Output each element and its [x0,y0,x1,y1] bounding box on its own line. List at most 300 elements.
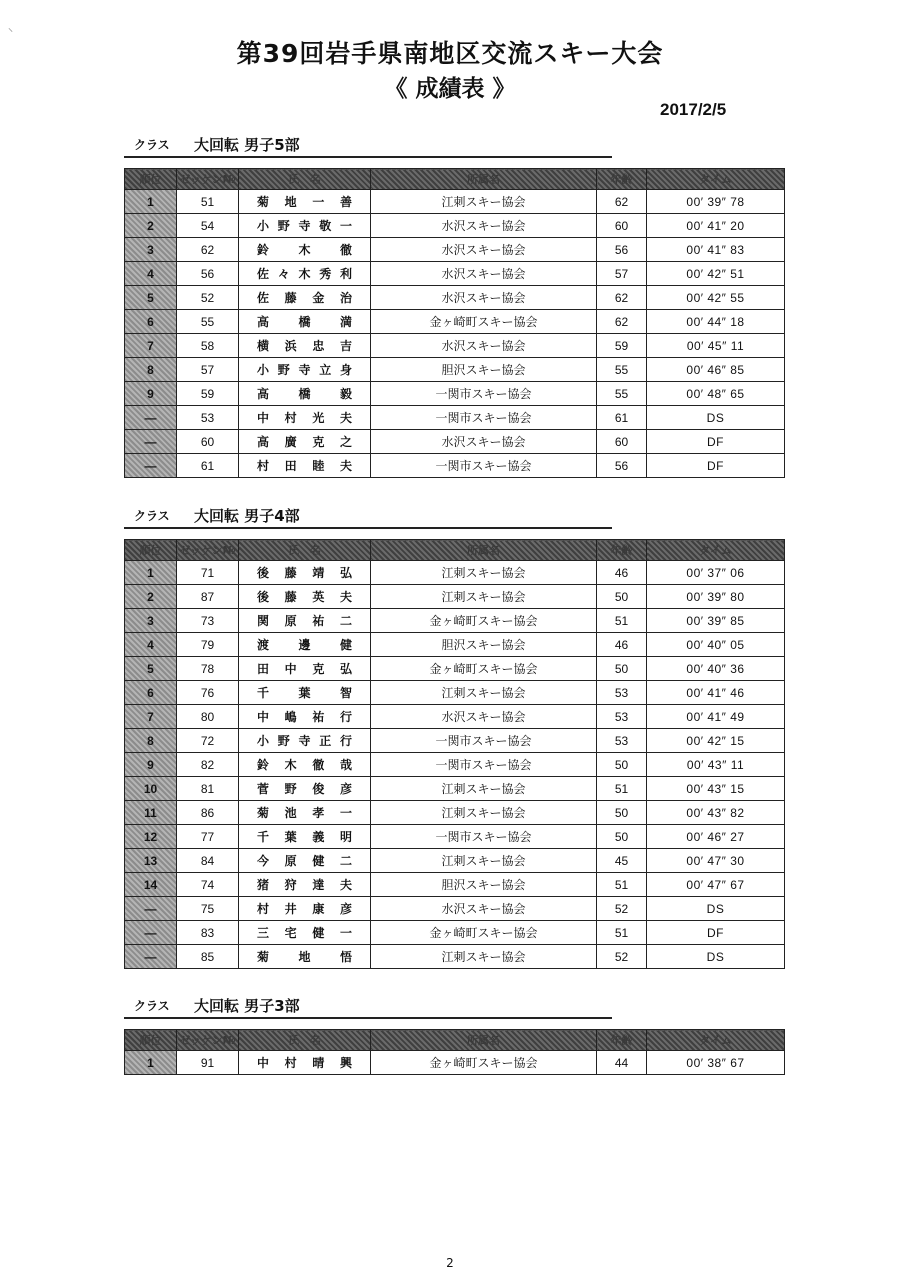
bib-cell: 60 [177,430,239,454]
bib-cell: 76 [177,681,239,705]
club-cell: 江刺スキー協会 [371,681,597,705]
bib-cell: 57 [177,358,239,382]
club-cell: 胆沢スキー協会 [371,358,597,382]
name-char: 忠 [312,339,325,353]
name-char: 葉 [298,686,311,700]
age-cell: 45 [597,849,647,873]
event-date: 2017/2/5 [660,100,727,119]
column-header: ゼッケン№ [177,1030,239,1051]
table-row [125,705,785,729]
name-char: 村 [257,902,270,916]
name-char: 田 [257,662,270,676]
rank-cell: 13 [125,849,177,873]
column-header: 順位 [125,169,177,190]
name-char: 菊 [257,806,270,820]
name-char: 健 [339,638,352,652]
time-cell: DF [647,430,785,454]
bib-cell: 56 [177,262,239,286]
class-name: 大回転 男子5部 [194,136,300,154]
name-char: 中 [257,1056,270,1070]
bib-cell: 81 [177,777,239,801]
name-cell [239,801,371,825]
age-cell: 61 [597,406,647,430]
bib-cell: 54 [177,214,239,238]
class-heading [124,505,612,529]
name-char: 葉 [284,830,297,844]
time-cell: 00′ 39″ 85 [647,609,785,633]
age-cell: 52 [597,897,647,921]
name-char: 康 [312,902,325,916]
name-char: 達 [312,878,325,892]
time-cell: 00′ 43″ 11 [647,753,785,777]
name-char: 地 [284,195,297,209]
name-char: 木 [298,243,311,257]
page-number: 2 [446,1256,454,1270]
time-cell: 00′ 40″ 36 [647,657,785,681]
name-cell [239,238,371,262]
club-cell: 江刺スキー協会 [371,801,597,825]
name-char: 狩 [284,878,297,892]
name-char: 高 [257,315,270,329]
name-cell [239,382,371,406]
rank-cell: 5 [125,657,177,681]
name-char: 高 [257,387,270,401]
table-row [125,873,785,897]
club-cell: 江刺スキー協会 [371,777,597,801]
name-char: 夫 [339,459,352,473]
name-char: 橋 [298,387,311,401]
time-cell: 00′ 47″ 30 [647,849,785,873]
name-cell [239,873,371,897]
name-char: 治 [339,291,352,305]
rank-cell: — [125,454,177,478]
club-cell: 金ヶ崎町スキー協会 [371,657,597,681]
name-char: 原 [284,614,297,628]
name-char: 哉 [339,758,352,772]
rank-cell: 8 [125,729,177,753]
column-header: 氏 名 [239,1030,371,1051]
class-heading [124,995,612,1019]
results-section [124,505,784,964]
name-char: 渡 [257,638,270,652]
results-section [124,995,784,1070]
club-cell: 水沢スキー協会 [371,705,597,729]
name-char: 敬 [319,219,332,233]
rank-cell: 12 [125,825,177,849]
name-char: 中 [257,710,270,724]
time-cell: 00′ 42″ 55 [647,286,785,310]
time-cell: 00′ 45″ 11 [647,334,785,358]
name-char: 池 [284,806,297,820]
name-char: 英 [312,590,325,604]
class-label: クラス [134,509,170,523]
table-row [125,214,785,238]
name-cell [239,681,371,705]
name-char: 高 [257,435,270,449]
name-char: 興 [339,1056,352,1070]
time-cell: 00′ 44″ 18 [647,310,785,334]
age-cell: 56 [597,454,647,478]
name-char: 嶋 [284,710,297,724]
name-cell [239,585,371,609]
bib-cell: 61 [177,454,239,478]
age-cell: 55 [597,382,647,406]
results-section [124,134,784,473]
document-title: 第39回岩手県南地区交流スキー大会 [236,39,664,68]
name-char: 菊 [257,950,270,964]
table-row [125,633,785,657]
name-char: 鈴 [257,243,270,257]
age-cell: 46 [597,561,647,585]
club-cell: 江刺スキー協会 [371,561,597,585]
rank-cell: 3 [125,609,177,633]
table-row [125,801,785,825]
club-cell: 胆沢スキー協会 [371,633,597,657]
name-char: 二 [339,614,352,628]
table-row [125,382,785,406]
rank-cell: 10 [125,777,177,801]
name-cell [239,897,371,921]
name-char: 二 [339,854,352,868]
name-char: 小 [257,363,270,377]
rank-cell: — [125,406,177,430]
name-char: 克 [312,662,325,676]
name-char: 夫 [339,411,352,425]
name-cell [239,1051,371,1075]
club-cell: 水沢スキー協会 [371,238,597,262]
bib-cell: 55 [177,310,239,334]
club-cell: 江刺スキー協会 [371,945,597,969]
name-char: 智 [339,686,352,700]
name-char: 一 [339,926,352,940]
rank-cell: 1 [125,190,177,214]
name-char: 地 [298,950,311,964]
name-char: 祐 [312,614,325,628]
name-char: 橋 [298,315,311,329]
name-char: 井 [284,902,297,916]
name-char: 毅 [339,387,352,401]
age-cell: 50 [597,825,647,849]
name-char: 睦 [312,459,325,473]
name-char: 義 [312,830,325,844]
class-heading [124,134,612,158]
table-row [125,777,785,801]
bib-cell: 51 [177,190,239,214]
rank-cell: — [125,897,177,921]
bib-cell: 59 [177,382,239,406]
column-header: 氏 名 [239,169,371,190]
club-cell: 一関市スキー協会 [371,825,597,849]
name-char: 後 [257,566,270,580]
name-char: 浜 [284,339,297,353]
name-char: 弘 [339,566,352,580]
name-char: 藤 [284,590,297,604]
name-char: 行 [339,734,352,748]
name-char: 悟 [339,950,352,964]
name-char: 満 [339,315,352,329]
name-char: 光 [312,411,325,425]
bib-cell: 75 [177,897,239,921]
age-cell: 60 [597,430,647,454]
time-cell: DF [647,921,785,945]
name-char: 立 [319,363,332,377]
name-char: 中 [284,662,297,676]
column-header: 年齢 [597,169,647,190]
name-cell [239,358,371,382]
time-cell: 00′ 42″ 51 [647,262,785,286]
table-row [125,729,785,753]
club-cell: 水沢スキー協会 [371,286,597,310]
name-char: 徹 [339,243,352,257]
name-char: 健 [312,854,325,868]
table-row [125,262,785,286]
club-cell: 金ヶ崎町スキー協会 [371,1051,597,1075]
age-cell: 55 [597,358,647,382]
name-cell [239,921,371,945]
rank-cell: — [125,945,177,969]
name-cell [239,561,371,585]
club-cell: 一関市スキー協会 [371,729,597,753]
bib-cell: 83 [177,921,239,945]
age-cell: 53 [597,729,647,753]
club-cell: 胆沢スキー協会 [371,873,597,897]
age-cell: 53 [597,705,647,729]
name-char: 廣 [284,435,297,449]
name-cell [239,310,371,334]
rank-cell: 9 [125,753,177,777]
name-char: 小 [257,219,270,233]
rank-cell: 1 [125,561,177,585]
name-char: 善 [339,195,352,209]
scan-mark: ⸜ [8,23,13,34]
age-cell: 53 [597,681,647,705]
name-char: 後 [257,590,270,604]
bib-cell: 80 [177,705,239,729]
table-row [125,585,785,609]
name-char: 彦 [339,902,352,916]
club-cell: 江刺スキー協会 [371,849,597,873]
age-cell: 50 [597,585,647,609]
name-cell [239,190,371,214]
name-char: 横 [257,339,270,353]
name-char: 鈴 [257,758,270,772]
name-char: 村 [257,459,270,473]
time-cell: 00′ 41″ 46 [647,681,785,705]
club-cell: 一関市スキー協会 [371,382,597,406]
bib-cell: 82 [177,753,239,777]
table-row [125,657,785,681]
table-row [125,430,785,454]
name-char: 一 [339,219,352,233]
table-row [125,825,785,849]
document-subtitle: 《 成績表 》 [384,76,516,102]
column-header: タイム [647,1030,785,1051]
table-row [125,849,785,873]
name-cell [239,705,371,729]
bib-cell: 84 [177,849,239,873]
table-row [125,190,785,214]
table-row [125,897,785,921]
name-char: 千 [257,686,270,700]
bib-cell: 52 [177,286,239,310]
age-cell: 50 [597,657,647,681]
column-header: 所属名 [371,540,597,561]
table-row [125,561,785,585]
name-char: 身 [339,363,352,377]
name-char: 野 [284,782,297,796]
club-cell: 金ヶ崎町スキー協会 [371,609,597,633]
name-char: 彦 [339,782,352,796]
column-header: 所属名 [371,169,597,190]
name-cell [239,262,371,286]
club-cell: 一関市スキー協会 [371,454,597,478]
table-row [125,358,785,382]
bib-cell: 58 [177,334,239,358]
name-cell [239,657,371,681]
column-header: ゼッケン№ [177,540,239,561]
rank-cell: 2 [125,585,177,609]
time-cell: DS [647,897,785,921]
name-char: 弘 [339,662,352,676]
time-cell: 00′ 39″ 78 [647,190,785,214]
results-table [124,1029,785,1075]
results-table [124,539,785,969]
name-char: 邊 [298,638,311,652]
rank-cell: 3 [125,238,177,262]
bib-cell: 85 [177,945,239,969]
name-char: 夫 [339,878,352,892]
age-cell: 56 [597,238,647,262]
age-cell: 51 [597,777,647,801]
table-row [125,921,785,945]
column-header: タイム [647,169,785,190]
table-row [125,609,785,633]
rank-cell: 1 [125,1051,177,1075]
club-cell: 江刺スキー協会 [371,585,597,609]
bib-cell: 79 [177,633,239,657]
name-cell [239,334,371,358]
name-char: 秀 [319,267,332,281]
table-row [125,334,785,358]
results-table [124,168,785,478]
time-cell: 00′ 46″ 27 [647,825,785,849]
bib-cell: 53 [177,406,239,430]
name-cell [239,633,371,657]
table-row [125,681,785,705]
age-cell: 51 [597,873,647,897]
bib-cell: 78 [177,657,239,681]
age-cell: 57 [597,262,647,286]
club-cell: 金ヶ崎町スキー協会 [371,310,597,334]
column-header: 氏 名 [239,540,371,561]
age-cell: 51 [597,609,647,633]
name-char: 利 [339,267,352,281]
rank-cell: 2 [125,214,177,238]
rank-cell: 11 [125,801,177,825]
time-cell: 00′ 47″ 67 [647,873,785,897]
name-cell [239,945,371,969]
name-char: 野 [277,734,290,748]
rank-cell: 8 [125,358,177,382]
bib-cell: 77 [177,825,239,849]
rank-cell: 9 [125,382,177,406]
time-cell: DS [647,406,785,430]
name-cell [239,777,371,801]
name-char: 菊 [257,195,270,209]
name-char: 田 [284,459,297,473]
name-char: 藤 [284,291,297,305]
time-cell: 00′ 42″ 15 [647,729,785,753]
name-cell [239,729,371,753]
table-row [125,945,785,969]
age-cell: 62 [597,286,647,310]
age-cell: 46 [597,633,647,657]
age-cell: 62 [597,310,647,334]
name-char: 一 [312,195,325,209]
rank-cell: 6 [125,681,177,705]
name-char: 猪 [257,878,270,892]
column-header: 年齢 [597,1030,647,1051]
rank-cell: 4 [125,633,177,657]
name-char: 中 [257,411,270,425]
name-char: 々 [277,267,290,281]
age-cell: 52 [597,945,647,969]
time-cell: 00′ 40″ 05 [647,633,785,657]
name-cell [239,849,371,873]
bib-cell: 72 [177,729,239,753]
name-char: 晴 [312,1056,325,1070]
name-cell [239,753,371,777]
time-cell: DF [647,454,785,478]
bib-cell: 62 [177,238,239,262]
class-label: クラス [134,138,170,152]
class-name: 大回転 男子4部 [194,507,300,525]
name-char: 祐 [312,710,325,724]
table-row [125,1051,785,1075]
name-char: 原 [284,854,297,868]
column-header: ゼッケン№ [177,169,239,190]
club-cell: 水沢スキー協会 [371,897,597,921]
class-name: 大回転 男子3部 [194,997,300,1015]
name-char: 村 [284,1056,297,1070]
name-char: 菅 [257,782,270,796]
column-header: 順位 [125,1030,177,1051]
rank-cell: 5 [125,286,177,310]
name-char: 夫 [339,590,352,604]
bib-cell: 73 [177,609,239,633]
club-cell: 水沢スキー協会 [371,262,597,286]
bib-cell: 87 [177,585,239,609]
bib-cell: 91 [177,1051,239,1075]
age-cell: 50 [597,801,647,825]
club-cell: 江刺スキー協会 [371,190,597,214]
name-char: 寺 [298,734,311,748]
time-cell: 00′ 46″ 85 [647,358,785,382]
name-char: 克 [312,435,325,449]
bib-cell: 74 [177,873,239,897]
time-cell: DS [647,945,785,969]
column-header: タイム [647,540,785,561]
name-char: 俊 [312,782,325,796]
rank-cell: 4 [125,262,177,286]
name-char: 三 [257,926,270,940]
name-char: 寺 [298,219,311,233]
column-header: 年齢 [597,540,647,561]
table-row [125,406,785,430]
column-header: 所属名 [371,1030,597,1051]
time-cell: 00′ 41″ 83 [647,238,785,262]
name-cell [239,609,371,633]
